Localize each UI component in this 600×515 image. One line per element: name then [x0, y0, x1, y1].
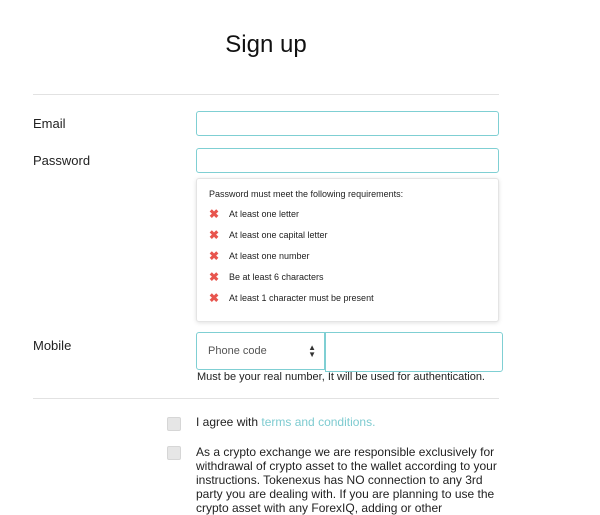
password-requirements-panel	[196, 178, 499, 322]
cross-mark-icon: ✖	[209, 228, 220, 242]
cross-mark-icon: ✖	[209, 207, 220, 221]
password-field[interactable]	[196, 148, 499, 173]
phone-code-placeholder: Phone code	[208, 345, 267, 357]
requirement-item: ✖ At least one letter	[209, 207, 300, 221]
cross-mark-icon: ✖	[209, 291, 220, 305]
terms-checkbox[interactable]	[167, 417, 181, 431]
terms-link[interactable]: terms and conditions.	[261, 415, 376, 429]
password-label: Password	[33, 153, 91, 168]
mobile-label: Mobile	[33, 338, 72, 353]
requirement-item: ✖ At least one number	[209, 249, 310, 263]
page-title: Sign up	[225, 31, 307, 58]
bottom-divider	[33, 398, 499, 399]
cross-mark-icon: ✖	[209, 249, 220, 263]
select-arrows-icon: ▲ ▼	[308, 343, 316, 359]
disclaimer-text: As a crypto exchange we are responsible exclusively for withdrawal of crypto asset to the wallet according to your instructions. Tokenexus has NO connection to any 3rd party you are dealing with. If you are planning to use the crypto asset with any ForexIQ, adding or other	[196, 445, 497, 515]
requirement-item: ✖ At least one capital letter	[209, 228, 328, 242]
terms-agreement: I agree with terms and conditions.	[196, 415, 376, 429]
disclaimer-checkbox[interactable]	[167, 446, 181, 460]
phone-number-field[interactable]	[325, 332, 503, 372]
requirement-item: ✖ Be at least 6 characters	[209, 270, 324, 284]
requirements-title: Password must meet the following requirements:	[209, 189, 404, 199]
phone-code-select[interactable]	[196, 332, 325, 370]
requirement-item: ✖ At least 1 character must be present	[209, 291, 374, 305]
email-field[interactable]	[196, 111, 499, 136]
email-label: Email	[33, 116, 66, 131]
cross-mark-icon: ✖	[209, 270, 220, 284]
mobile-hint: Must be your real number, It will be used for authentication.	[197, 371, 485, 383]
top-divider	[33, 94, 499, 95]
